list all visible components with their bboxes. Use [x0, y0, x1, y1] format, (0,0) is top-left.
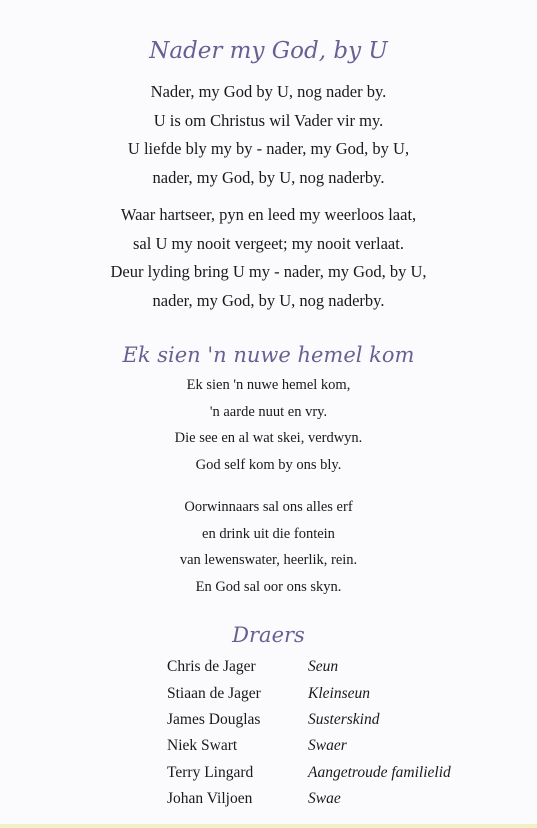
bearer-row [167, 733, 451, 759]
bearer-row [167, 654, 451, 680]
bearer-relation: Kleinseun [308, 684, 370, 702]
verse-line: nader, my God, by U, nog naderby. [152, 167, 385, 187]
verse-line: Deur lyding bring U my - nader, my God, by U, [110, 262, 427, 281]
bearer-name: Niek Swart [167, 737, 238, 755]
bearer-name: Stiaan de Jager [167, 684, 261, 702]
verse-line: sal U my nooit vergeet; my nooit verlaat. [133, 233, 404, 253]
verse-line: Waar hartseer, pyn en leed my weerloos laat, [120, 205, 417, 224]
bearer-relation: Swae [308, 790, 341, 808]
hymn1-title: Nader my God, by U [149, 38, 388, 64]
verse-line: U is om Christus wil Vader vir my. [153, 110, 384, 130]
verse-line: Nader, my God by U, nog nader by. [150, 82, 387, 101]
verse-line: 'n aarde nuut en vry. [209, 403, 328, 420]
bearer-relation: Seun [308, 658, 339, 676]
verse-line: God self kom by ons bly. [195, 456, 342, 473]
verse-line: U liefde bly my by - nader, my God, by U, [127, 139, 410, 158]
bearer-row [167, 707, 451, 733]
verse-line: Ek sien 'n nuwe hemel kom, [186, 377, 351, 393]
bearer-name: Terry Lingard [167, 763, 254, 781]
bearer-relation: Swaer [308, 737, 347, 755]
hymn2-title: Ek sien 'n nuwe hemel kom [122, 343, 415, 367]
verse-line: nader, my God, by U, nog naderby. [152, 290, 385, 310]
bearer-row [167, 760, 451, 786]
bearer-relation: Susterskind [308, 710, 380, 728]
bearer-name: Johan Viljoen [167, 790, 253, 808]
bearer-name: Chris de Jager [167, 658, 256, 676]
hymn1-verse2 [0, 201, 537, 315]
bearer-relation: Aangetroude familielid [308, 763, 451, 781]
hymn1-verse1 [0, 78, 537, 192]
verse-line: en drink uit die fontein [202, 525, 335, 542]
page-edge [0, 824, 537, 828]
bearer-row [167, 680, 451, 706]
hymn2-verse2 [0, 494, 537, 600]
bearer-row [167, 786, 451, 812]
verse-line: En God sal oor ons skyn. [195, 578, 342, 595]
bearer-name: James Douglas [167, 710, 261, 728]
hymn2-verse1 [0, 372, 537, 478]
bearers-title: Draers [232, 623, 305, 647]
bearers-list [167, 654, 451, 812]
verse-line: van lewenswater, heerlik, rein. [179, 552, 358, 568]
verse-line: Die see en al wat skei, verdwyn. [174, 430, 363, 446]
verse-line: Oorwinnaars sal ons alles erf [184, 499, 353, 515]
